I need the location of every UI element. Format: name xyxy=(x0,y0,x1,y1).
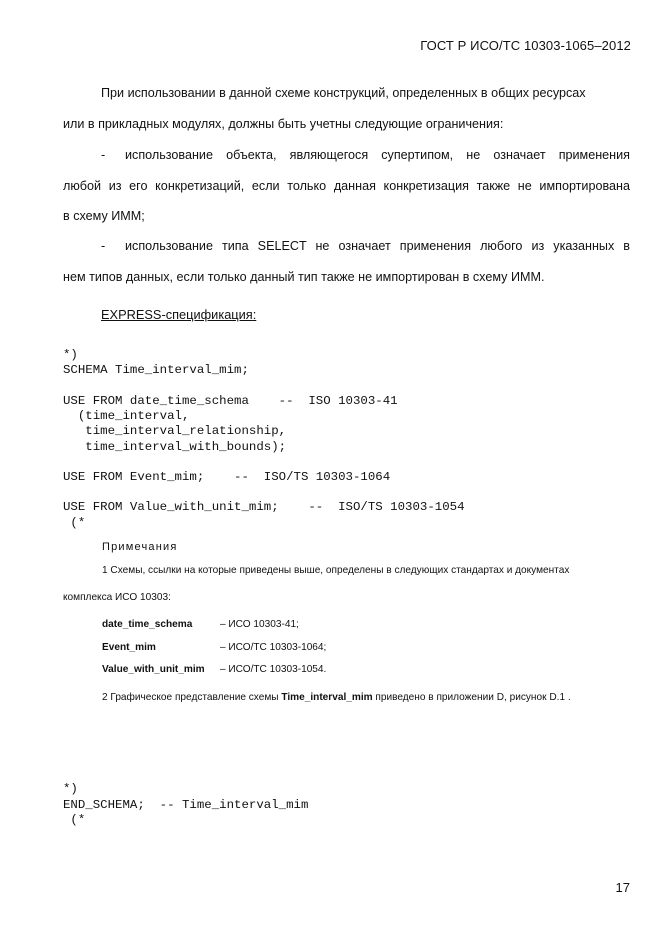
bullet-continuation: в схему ИММ; xyxy=(63,209,145,223)
reference-term: Event_mim xyxy=(102,642,156,653)
code-line: *) xyxy=(63,348,78,363)
code-line: (* xyxy=(63,516,86,531)
code-line: USE FROM Value_with_unit_mim; -- ISO/TS 10303-1054 xyxy=(63,500,465,515)
graphic-note xyxy=(102,693,571,703)
bullet-text: использование типа SELECT не означает применения любого из указанных в xyxy=(125,239,630,253)
bullet-marker: - xyxy=(101,148,106,162)
schema-reference xyxy=(102,665,326,675)
paragraph-line: При использовании в данной схеме конструкций, определенных в общих ресурсах xyxy=(101,86,586,100)
note-line: комплекса ИСО 10303: xyxy=(63,592,171,603)
graphic-note-suffix: приведено в приложении D, рисунок D.1 . xyxy=(372,692,571,703)
reference-description: – ИСО 10303-41; xyxy=(220,619,299,630)
note-line: 1 Схемы, ссылки на которые приведены выше, определены в следующих стандартах и документах xyxy=(102,565,570,576)
standard-header: ГОСТ Р ИСО/ТС 10303-1065–2012 xyxy=(420,38,631,53)
restriction-bullet xyxy=(101,149,630,162)
closing-code-line: END_SCHEMA; -- Time_interval_mim xyxy=(63,798,309,813)
code-line: SCHEMA Time_interval_mim; xyxy=(63,363,249,378)
code-line: USE FROM date_time_schema -- ISO 10303-41 xyxy=(63,394,398,409)
restriction-bullet xyxy=(101,240,630,253)
express-title-text: EXPRESS-спецификация xyxy=(101,307,253,322)
code-line: USE FROM Event_mim; -- ISO/TS 10303-1064 xyxy=(63,470,391,485)
code-line: time_interval_with_bounds); xyxy=(63,440,287,455)
paragraph-line: или в прикладных модулях, должны быть учетны следующие ограничения: xyxy=(63,117,504,131)
graphic-note-schema: Time_interval_mim xyxy=(281,692,373,703)
schema-reference xyxy=(102,620,299,630)
express-title xyxy=(101,307,256,322)
graphic-note-prefix: 2 Графическое представление схемы xyxy=(102,692,282,703)
schema-reference xyxy=(102,643,326,653)
reference-term: date_time_schema xyxy=(102,619,193,630)
reference-term: Value_with_unit_mim xyxy=(102,664,205,675)
closing-code-line: (* xyxy=(63,813,86,828)
express-title-colon: : xyxy=(252,307,257,322)
bullet-continuation: любой из его конкретизаций, если только данная конкретизация также не импортирована xyxy=(63,179,630,193)
reference-description: – ИСО/ТС 10303-1064; xyxy=(220,642,327,653)
bullet-text: использование объекта, являющегося супертипом, не означает применения xyxy=(125,148,630,162)
code-line: time_interval_relationship, xyxy=(63,424,287,439)
notes-title: Примечания xyxy=(102,541,178,553)
code-line: (time_interval, xyxy=(63,409,190,424)
bullet-marker: - xyxy=(101,239,106,253)
closing-code-line: *) xyxy=(63,782,78,797)
page-number: 17 xyxy=(615,880,630,895)
reference-description: – ИСО/ТС 10303-1054. xyxy=(220,664,327,675)
bullet-continuation: нем типов данных, если только данный тип также не импортирован в схему ИММ. xyxy=(63,270,545,284)
